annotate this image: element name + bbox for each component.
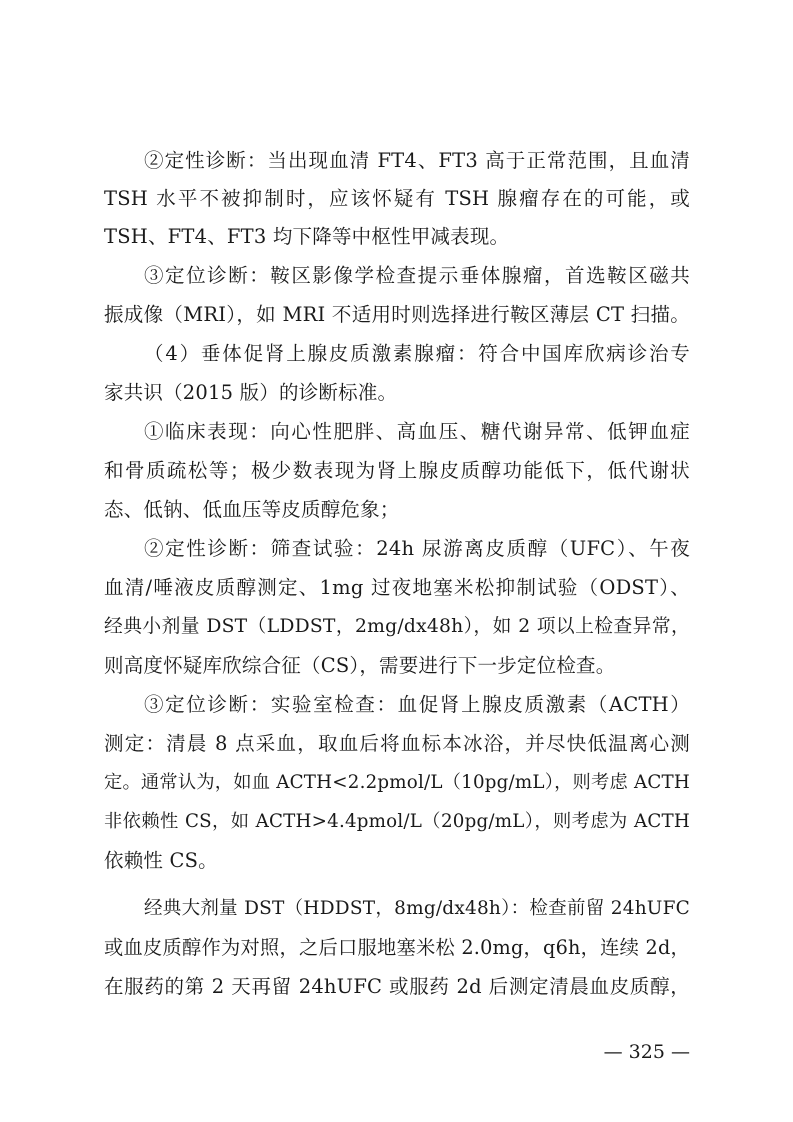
page-number: — 325 — — [603, 1041, 690, 1063]
paragraph-line: 在服药的第 2 天再留 24hUFC 或服药 2d 后测定清晨血皮质醇， — [104, 975, 690, 998]
paragraph-line: ②定性诊断：当出现血清 FT4、FT3 高于正常范围，且血清 — [144, 149, 690, 172]
paragraph-line: ③定位诊断：实验室检查：血促肾上腺皮质激素（ACTH） — [144, 693, 690, 716]
paragraph-line: 则高度怀疑库欣综合征（CS），需要进行下一步定位检查。 — [104, 654, 616, 677]
paragraph-line: 测定：清晨 8 点采血，取血后将血标本冰浴，并尽快低温离心测 — [104, 732, 690, 755]
paragraph-line: ③定位诊断：鞍区影像学检查提示垂体腺瘤，首选鞍区磁共 — [144, 264, 690, 287]
paragraph-line: 经典小剂量 DST（LDDST，2mg/dx48h），如 2 项以上检查异常， — [104, 616, 690, 637]
paragraph-line: 非依赖性 CS，如 ACTH>4.4pmol/L（20pg/mL），则考虑为 ACTH — [104, 811, 690, 832]
paragraph-line: ②定性诊断：筛查试验：24h 尿游离皮质醇（UFC）、午夜 — [144, 537, 690, 560]
paragraph-line: 定。通常认为，如血 ACTH<2.2pmol/L（10pg/mL），则考虑 ACTH — [104, 772, 690, 793]
section-heading-line: （4）垂体促肾上腺皮质激素腺瘤：符合中国库欣病诊治专 — [144, 342, 690, 365]
section-heading-line: 家共识（2015 版）的诊断标准。 — [104, 381, 398, 404]
paragraph-line: 态、低钠、低血压等皮质醇危象； — [104, 498, 400, 521]
paragraph-line: ①临床表现：向心性肥胖、高血压、糖代谢异常、低钾血症 — [144, 420, 690, 443]
paragraph-line: 和骨质疏松等；极少数表现为肾上腺皮质醇功能低下，低代谢状 — [104, 459, 690, 482]
paragraph-line: 经典大剂量 DST（HDDST，8mg/dx48h）：检查前留 24hUFC — [144, 898, 690, 919]
paragraph-line: 依赖性 CS。 — [104, 849, 218, 872]
paragraph-line: 血清/唾液皮质醇测定、1mg 过夜地塞米松抑制试验（ODST）、 — [104, 576, 690, 599]
paragraph-line: TSH、FT4、FT3 均下降等中枢性甲减表现。 — [104, 225, 510, 248]
paragraph-line: 或血皮质醇作为对照，之后口服地塞米松 2.0mg，q6h，连续 2d， — [104, 936, 690, 959]
paragraph-line: 振成像（MRI），如 MRI 不适用时则选择进行鞍区薄层 CT 扫描。 — [104, 303, 690, 326]
paragraph-line: TSH 水平不被抑制时，应该怀疑有 TSH 腺瘤存在的可能，或 — [104, 187, 690, 210]
